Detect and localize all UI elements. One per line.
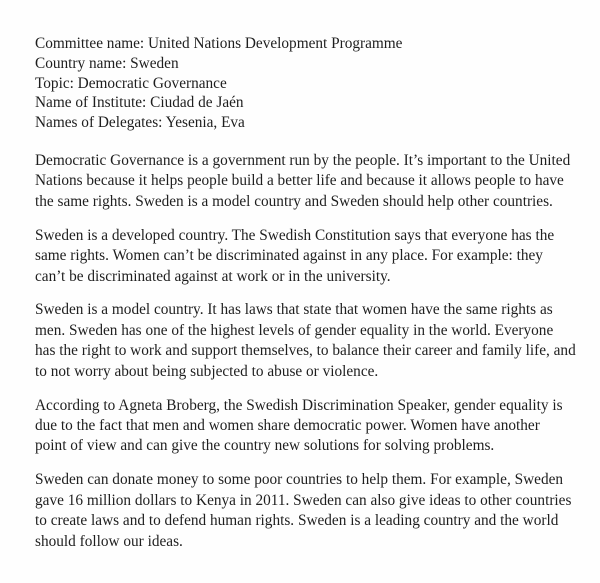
paragraph-line: Sweden is a developed country. The Swedish Constitution says that everyone has the (35, 226, 555, 244)
paragraph-line: can’t be discriminated against at work or in the university. (35, 267, 391, 285)
paragraph-gender-equality (35, 396, 575, 457)
paragraph-line: same rights. Women can’t be discriminated against in any place. For example: they (35, 247, 543, 265)
paragraph-developed-country (35, 226, 575, 287)
paragraph-line: men. Sweden has one of the highest levels of gender equality in the world. Everyone (35, 321, 554, 339)
document-header (35, 34, 575, 133)
paragraph-line: due to the fact that men and women share democratic power. Women have another (35, 416, 540, 434)
institute-name-line: Name of Institute: Ciudad de Jaén (35, 94, 244, 112)
committee-name-line: Committee name: United Nations Development Programme (35, 35, 403, 52)
paragraph-donations (35, 470, 575, 552)
paragraph-line: the same rights. Sweden is a model country and Sweden should help other countries. (35, 192, 553, 210)
paragraph-line: According to Agneta Broberg, the Swedish Discrimination Speaker, gender equality is (35, 396, 563, 414)
paragraph-line: should follow our ideas. (35, 532, 183, 550)
paragraph-line: Nations because it helps people build a better life and because it allows people to have (35, 172, 564, 190)
paragraph-model-country (35, 300, 575, 382)
document-body (35, 151, 575, 565)
paragraph-line: has the right to work and support themselves, to balance their career and family life, and (35, 342, 576, 360)
paragraph-intro (35, 151, 575, 212)
paragraph-line: Sweden can donate money to some poor countries to help them. For example, Sweden (35, 471, 564, 489)
paragraph-line: Sweden is a model country. It has laws that state that women have the same rights as (35, 301, 553, 319)
paragraph-line: to not worry about being subjected to abuse or violence. (35, 362, 379, 380)
paragraph-line: to create laws and to defend human rights. Sweden is a leading country and the world (35, 512, 559, 530)
topic-line: Topic: Democratic Governance (35, 74, 227, 92)
paragraph-line: gave 16 million dollars to Kenya in 2011. Sweden can also give ideas to other countries (35, 491, 572, 509)
paragraph-line: point of view and can give the country new solutions for solving problems. (35, 437, 495, 455)
paragraph-line: Democratic Governance is a government run by the people. It’s important to the United (35, 152, 571, 169)
country-name-line: Country name: Sweden (35, 54, 179, 72)
delegates-line: Names of Delegates: Yesenia, Eva (35, 114, 245, 132)
